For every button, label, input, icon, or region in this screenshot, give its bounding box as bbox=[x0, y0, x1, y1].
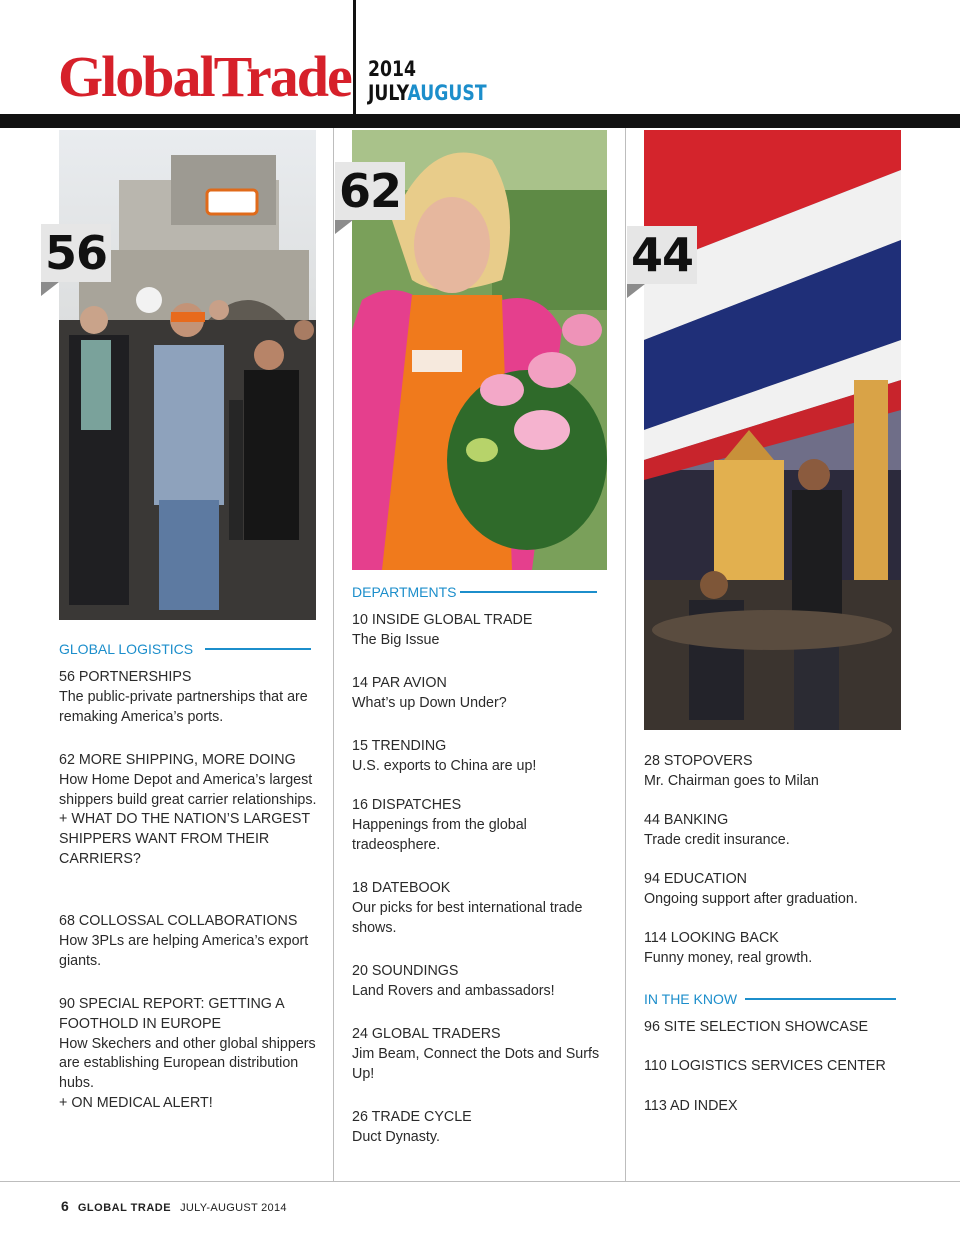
issue-month-august: AUGUST bbox=[407, 81, 487, 105]
issue-month-july: JULY bbox=[368, 81, 408, 105]
toc-entry-desc: Funny money, real growth. bbox=[644, 949, 813, 966]
section-rule bbox=[745, 998, 896, 1000]
magazine-logo: GlobalTrade bbox=[58, 44, 351, 109]
toc-entry-title: 28 STOPOVERS bbox=[644, 753, 753, 769]
toc-entry-desc: The Big Issue bbox=[352, 631, 440, 648]
toc-entry-trade-cycle[interactable] bbox=[352, 1108, 614, 1148]
toc-entry-extra: + ON MEDICAL ALERT! bbox=[59, 1094, 213, 1111]
section-rule bbox=[205, 648, 311, 650]
toc-entry-desc: The public-private partnerships that are remaking America’s ports. bbox=[59, 688, 308, 725]
header-divider bbox=[353, 0, 356, 114]
toc-entry-title: 15 TRENDING bbox=[352, 738, 447, 754]
page-tab-number: 62 bbox=[338, 164, 401, 218]
issue-year: 2014 bbox=[368, 57, 416, 81]
page-tab-44 bbox=[627, 226, 697, 284]
photo-port-workers bbox=[59, 130, 316, 620]
page-tab-number: 44 bbox=[630, 228, 693, 282]
toc-entry-ad-index[interactable] bbox=[644, 1097, 904, 1117]
toc-entry-extra: + WHAT DO THE NATION’S LARGEST SHIPPERS WANT FROM THEIR CARRIERS? bbox=[59, 811, 310, 867]
toc-entry-datebook[interactable] bbox=[352, 879, 614, 938]
toc-entry-title: 24 GLOBAL TRADERS bbox=[352, 1026, 501, 1042]
section-rule bbox=[460, 591, 597, 593]
toc-entry-education[interactable] bbox=[644, 870, 904, 910]
toc-entry-title: 18 DATEBOOK bbox=[352, 880, 451, 896]
toc-entry-title: 68 COLLOSSAL COLLABORATIONS bbox=[59, 913, 298, 929]
toc-entry-title: 110 LOGISTICS SERVICES CENTER bbox=[644, 1058, 886, 1074]
page-tab-notch bbox=[627, 284, 645, 298]
toc-entry-desc: How Home Depot and America’s largest shippers build great carrier relationships. bbox=[59, 771, 317, 808]
page-tab-62 bbox=[335, 162, 405, 220]
toc-entry-title: 62 MORE SHIPPING, MORE DOING bbox=[59, 752, 296, 768]
header-bar bbox=[0, 114, 960, 128]
toc-entry-global-traders[interactable] bbox=[352, 1025, 614, 1084]
section-title-in-the-know: IN THE KNOW bbox=[644, 991, 738, 1007]
toc-entry-banking[interactable] bbox=[644, 811, 904, 851]
toc-entry-desc: Happenings from the global tradeosphere. bbox=[352, 816, 527, 853]
toc-entry-looking-back[interactable] bbox=[644, 929, 904, 969]
toc-entry-inside-global-trade[interactable] bbox=[352, 611, 614, 651]
toc-entry-desc: U.S. exports to China are up! bbox=[352, 757, 537, 774]
toc-entry-title: 113 AD INDEX bbox=[644, 1098, 738, 1114]
footer-magazine-name: GLOBAL TRADE bbox=[77, 1202, 172, 1214]
page-tab-notch bbox=[335, 220, 353, 234]
toc-entry-logistics-services-center[interactable] bbox=[644, 1057, 904, 1077]
toc-entry-title: 94 EDUCATION bbox=[644, 871, 748, 887]
toc-entry-trending[interactable] bbox=[352, 737, 614, 777]
toc-entry-site-selection-showcase[interactable] bbox=[644, 1018, 904, 1038]
page-tab-56 bbox=[41, 224, 111, 282]
column-divider-right bbox=[625, 128, 626, 1181]
toc-entry-title: 44 BANKING bbox=[644, 812, 729, 828]
toc-entry-desc: Ongoing support after graduation. bbox=[644, 890, 858, 907]
toc-entry-title: 20 SOUNDINGS bbox=[352, 963, 459, 979]
toc-entry-title: 96 SITE SELECTION SHOWCASE bbox=[644, 1019, 869, 1035]
toc-entry-portnerships[interactable] bbox=[59, 668, 324, 727]
toc-entry-special-report[interactable] bbox=[59, 995, 324, 1114]
toc-entry-desc: Mr. Chairman goes to Milan bbox=[644, 772, 819, 789]
toc-entry-desc: Land Rovers and ambassadors! bbox=[352, 982, 555, 999]
toc-entry-desc: How 3PLs are helping America’s export giants. bbox=[59, 932, 309, 969]
toc-entry-title: 16 DISPATCHES bbox=[352, 797, 462, 813]
footer-page-number: 6 bbox=[61, 1198, 69, 1214]
toc-entry-collossal-collaborations[interactable] bbox=[59, 912, 324, 971]
column-divider-left bbox=[333, 128, 334, 1181]
issue-months bbox=[368, 81, 487, 105]
toc-entry-title: 90 SPECIAL REPORT: GETTING A FOOTHOLD IN EUROPE bbox=[59, 996, 284, 1032]
page-footer bbox=[61, 1198, 287, 1216]
section-title-global-logistics: GLOBAL LOGISTICS bbox=[59, 641, 194, 657]
toc-entry-desc: Jim Beam, Connect the Dots and Surfs Up! bbox=[352, 1045, 600, 1082]
toc-entry-desc: What’s up Down Under? bbox=[352, 694, 507, 711]
toc-entry-soundings[interactable] bbox=[352, 962, 614, 1002]
footer-issue-date: JULY-AUGUST 2014 bbox=[180, 1202, 287, 1214]
toc-entry-desc: How Skechers and other global shippers are establishing European distribution hubs. bbox=[59, 1035, 316, 1092]
toc-entry-desc: Duct Dynasty. bbox=[352, 1128, 440, 1145]
toc-entry-title: 10 INSIDE GLOBAL TRADE bbox=[352, 612, 533, 628]
photo-flag-protest bbox=[644, 130, 901, 730]
footer-rule bbox=[0, 1181, 960, 1182]
toc-entry-title: 114 LOOKING BACK bbox=[644, 930, 779, 946]
toc-entry-stopovers[interactable] bbox=[644, 752, 904, 792]
section-title-departments: DEPARTMENTS bbox=[352, 584, 457, 600]
toc-entry-more-shipping[interactable] bbox=[59, 751, 324, 870]
page-tab-number: 56 bbox=[44, 226, 107, 280]
toc-entry-desc: Our picks for best international trade shows. bbox=[352, 899, 583, 936]
page-tab-notch bbox=[41, 282, 59, 296]
toc-entry-title: 56 PORTNERSHIPS bbox=[59, 669, 192, 685]
toc-entry-desc: Trade credit insurance. bbox=[644, 831, 790, 848]
toc-entry-par-avion[interactable] bbox=[352, 674, 614, 714]
toc-entry-title: 26 TRADE CYCLE bbox=[352, 1109, 472, 1125]
toc-entry-dispatches[interactable] bbox=[352, 796, 614, 855]
toc-entry-title: 14 PAR AVION bbox=[352, 675, 447, 691]
